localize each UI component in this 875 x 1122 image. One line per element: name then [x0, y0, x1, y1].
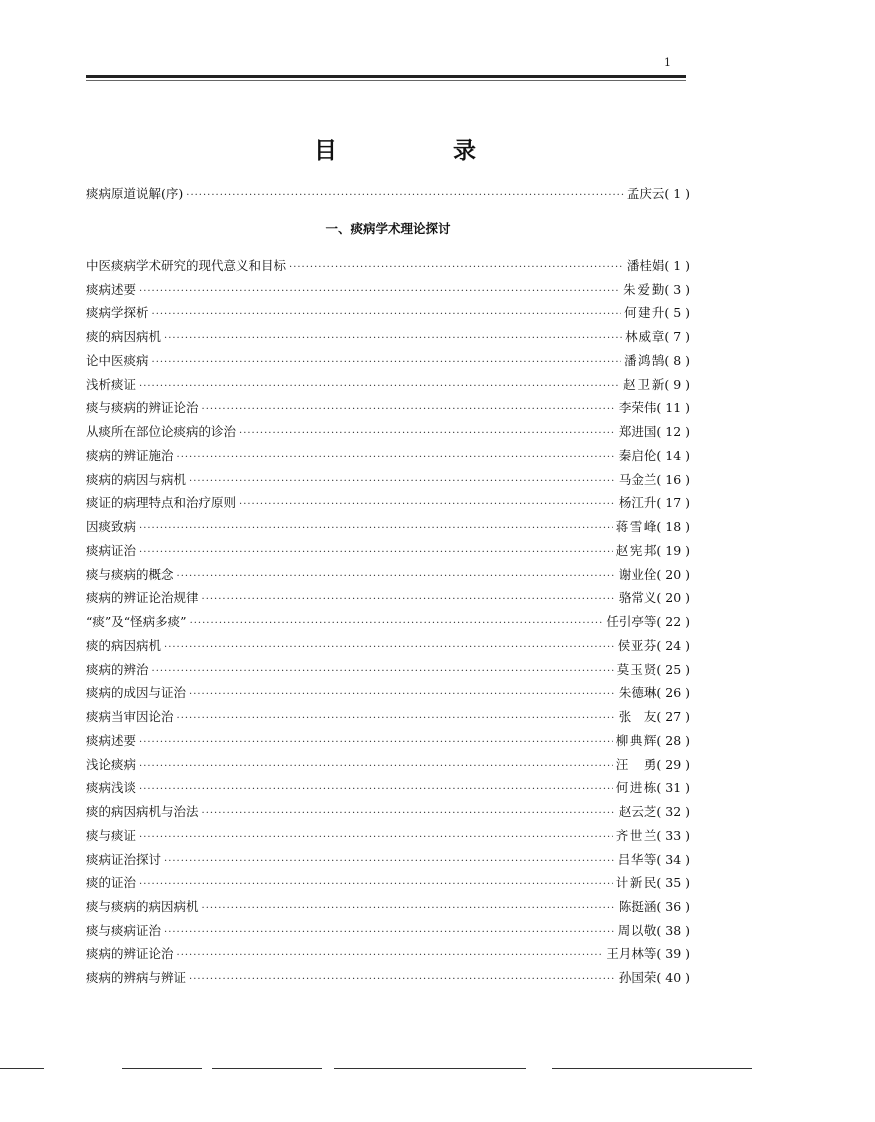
toc-entry[interactable] [86, 660, 690, 680]
toc-entry-author: 朱德琳 [618, 685, 657, 701]
toc-entry-page: ( 24 ) [656, 637, 690, 653]
toc-entry-page: ( 26 ) [656, 685, 690, 701]
toc-entry-author: 孙国荣 [618, 970, 657, 986]
dot-leader [139, 733, 613, 753]
dot-leader [189, 685, 616, 705]
dot-leader [186, 186, 624, 206]
toc-entry-page: ( 27 ) [656, 709, 690, 725]
toc-entry-page: ( 22 ) [656, 614, 690, 630]
toc-entry-title: 痰病证治探讨 [86, 851, 162, 867]
toc-entry-page: ( 28 ) [656, 732, 690, 748]
toc-entry-page: ( 34 ) [656, 851, 690, 867]
toc-entry-page: ( 38 ) [656, 922, 690, 938]
toc-entry-author: 齐世兰 [615, 827, 657, 843]
toc-entry-title: 痰病的辨证施治 [86, 447, 174, 463]
toc-entry[interactable] [86, 826, 690, 846]
toc-entry-author: 李荣伟 [618, 400, 657, 416]
dot-leader [139, 282, 620, 302]
toc-entry[interactable] [86, 921, 690, 941]
dot-leader [202, 804, 616, 824]
toc-entry[interactable] [86, 280, 690, 300]
dot-leader [177, 709, 616, 729]
toc-entry[interactable] [86, 517, 690, 537]
dot-leader [202, 400, 616, 420]
dot-leader [289, 258, 624, 278]
footer-rule [122, 1068, 202, 1069]
toc-entry-author: 潘鸿鹄 [624, 352, 665, 368]
toc-entry-page: ( 31 ) [656, 780, 690, 796]
dot-leader [139, 780, 613, 800]
dot-leader [139, 519, 613, 539]
toc-entry-page: ( 12 ) [656, 424, 690, 440]
toc-entry-title: 痰的病因病机与治法 [86, 804, 199, 820]
toc-entry-author: 潘桂娟 [626, 258, 665, 273]
toc-entry-author: 赵云芝 [618, 804, 657, 820]
toc-entry-author: 秦启伦 [618, 447, 657, 463]
toc-entry[interactable] [86, 327, 690, 347]
dot-leader [164, 638, 615, 658]
toc-entry-page: ( 36 ) [656, 898, 690, 914]
toc-entry-title: 痰病的辨治 [86, 661, 149, 677]
dot-leader [139, 875, 613, 895]
toc-entry-title: 痰与痰病的概念 [86, 566, 174, 582]
toc-entry[interactable] [86, 470, 690, 490]
toc-entry-title: 痰病述要 [86, 281, 137, 297]
header-rule [86, 75, 686, 78]
toc-entry-title: “痰”及“怪病多痰” [86, 614, 187, 630]
toc-entry-page: ( 5 ) [664, 305, 690, 321]
toc-entry-page: ( 33 ) [656, 827, 690, 843]
toc-entry[interactable] [86, 375, 690, 395]
toc-entry-title: 浅论痰病 [86, 756, 137, 772]
toc-entry-author: 柳典辉 [615, 732, 657, 748]
toc-entry[interactable] [86, 850, 690, 870]
dot-leader [177, 567, 616, 587]
toc-entry-title: 论中医痰病 [86, 352, 149, 368]
dot-leader [139, 757, 613, 777]
toc-entry-author: 何进栋 [615, 780, 657, 796]
toc-entry-author: 周以敬 [617, 922, 657, 938]
dot-leader [239, 495, 616, 515]
toc-entry[interactable] [86, 351, 690, 371]
toc-entry-title: 痰病当审因论治 [86, 709, 174, 725]
toc-entry-page: ( 20 ) [656, 590, 690, 606]
toc-entry[interactable] [86, 493, 690, 513]
dot-leader [177, 448, 616, 468]
toc-entry-author: 张 友 [618, 709, 657, 725]
section-heading: 一、痰病学术理论探讨 [325, 221, 451, 236]
toc-entry-title: 痰病的病因与病机 [86, 471, 187, 487]
toc-entry-author: 赵卫新 [623, 376, 665, 392]
toc-entry-page: ( 3 ) [664, 281, 690, 297]
page-title: 目 录 [313, 138, 530, 164]
toc-entry-preface[interactable] [86, 184, 690, 204]
dot-leader [139, 377, 620, 397]
toc-entry-title: 痰病述要 [86, 732, 137, 748]
toc-entry-author: 骆常义 [618, 590, 657, 606]
dot-leader [152, 662, 614, 682]
toc-entry-author: 何建升 [624, 305, 665, 321]
toc-entry-author: 朱爱勤 [623, 281, 665, 297]
toc-entry[interactable] [86, 802, 690, 822]
toc-entry-title: 痰病的辨病与辨证 [86, 970, 187, 986]
dot-leader [152, 305, 622, 325]
dot-leader [164, 923, 615, 943]
toc-entry-page: ( 11 ) [656, 400, 690, 416]
toc-entry-author: 王月林等 [606, 946, 657, 962]
footer-rule [212, 1068, 322, 1069]
toc-entry[interactable] [86, 422, 690, 442]
toc-entry-author: 任引亭等 [606, 614, 657, 630]
toc-entry-title: 痰的证治 [86, 875, 137, 891]
toc-entry-author: 林威章 [625, 329, 665, 345]
toc-entry-page: ( 40 ) [656, 970, 690, 986]
toc-entry-title: 中医痰病学术研究的现代意义和目标 [86, 258, 287, 273]
toc-entry-title: 痰病浅谈 [86, 780, 137, 796]
toc-entry-page: ( 20 ) [656, 566, 690, 582]
toc-entry-author: 谢业佺 [618, 566, 657, 582]
toc-entry-author: 陈挺涵 [618, 898, 657, 914]
toc-entry-page: ( 14 ) [656, 447, 690, 463]
toc-entry[interactable] [86, 446, 690, 466]
toc-entry-title: 痰病证治 [86, 542, 137, 558]
header-rule-thin [86, 80, 686, 81]
dot-leader [177, 946, 604, 966]
footer-rule [334, 1068, 526, 1069]
toc-entry[interactable] [86, 398, 690, 418]
toc-entry[interactable] [86, 707, 690, 727]
toc-entry-author: 侯亚芬 [617, 637, 657, 653]
toc-entry-page: ( 29 ) [656, 756, 690, 772]
toc-entry[interactable] [86, 683, 690, 703]
toc-entry-author: 马金兰 [618, 471, 657, 487]
toc-entry-title: 痰与痰病的辨证论治 [86, 400, 199, 416]
toc-entry-title: 痰与痰病的病因病机 [86, 898, 199, 914]
toc-entry-page: ( 25 ) [656, 661, 690, 677]
footer-rule [0, 1068, 44, 1069]
toc-entry[interactable] [86, 968, 690, 988]
toc-entry[interactable] [86, 256, 690, 276]
dot-leader [202, 899, 616, 919]
toc-entry[interactable] [86, 612, 690, 632]
dot-leader [189, 472, 616, 492]
dot-leader [152, 353, 622, 373]
toc-entry-title: 因痰致病 [86, 519, 137, 535]
toc-entry-title: 痰病的辨证论治 [86, 946, 174, 962]
toc-entry-page: ( 8 ) [664, 352, 690, 368]
toc-entry-title: 痰病学探析 [86, 305, 149, 321]
toc-entry[interactable] [86, 731, 690, 751]
dot-leader [189, 970, 616, 990]
toc-entry-title: 痰证的病理特点和治疗原则 [86, 495, 237, 511]
toc-entry-author: 赵宪邦 [615, 542, 657, 558]
toc-entry-page: ( 16 ) [656, 471, 690, 487]
toc-entry-title: 痰病的成因与证治 [86, 685, 187, 701]
toc-entry[interactable] [86, 588, 690, 608]
toc-entry-page: ( 1 ) [664, 258, 690, 273]
toc-entry-title: 浅析痰证 [86, 376, 137, 392]
toc-entry-author: 计新民 [615, 875, 657, 891]
toc-entry-author: 杨江升 [618, 495, 657, 511]
dot-leader [239, 424, 616, 444]
toc-entry-page: ( 1 ) [664, 186, 690, 201]
toc-entry-page: ( 7 ) [664, 329, 690, 345]
toc-entry-page: ( 9 ) [664, 376, 690, 392]
toc-entry-page: ( 35 ) [656, 875, 690, 891]
dot-leader [190, 614, 604, 634]
footer-rule [552, 1068, 752, 1069]
toc-entry-page: ( 19 ) [656, 542, 690, 558]
dot-leader [202, 590, 616, 610]
toc-entry-title: 痰的病因病机 [86, 637, 162, 653]
toc-entry-author: 孟庆云 [626, 186, 665, 201]
toc-entry-author: 莫玉贤 [616, 661, 657, 677]
toc-entry[interactable] [86, 873, 690, 893]
toc-entry-title: 痰与痰证 [86, 827, 137, 843]
toc-entry-author: 吕华等 [617, 851, 657, 867]
toc-entry-author: 汪 勇 [615, 756, 657, 772]
toc-entry[interactable] [86, 897, 690, 917]
toc-entry[interactable] [86, 541, 690, 561]
toc-entry[interactable] [86, 755, 690, 775]
toc-entry-page: ( 18 ) [656, 519, 690, 535]
toc-entry-title: 从痰所在部位论痰病的诊治 [86, 424, 237, 440]
toc-entry-author: 郑进国 [618, 424, 657, 440]
toc-entry-author: 蒋雪峰 [615, 519, 657, 535]
dot-leader [139, 543, 613, 563]
toc-entry-page: ( 17 ) [656, 495, 690, 511]
toc-entry[interactable] [86, 944, 690, 964]
dot-leader [164, 852, 615, 872]
toc-entry[interactable] [86, 636, 690, 656]
toc-entry-title: 痰病的辨证论治规律 [86, 590, 199, 606]
toc-entry-page: ( 32 ) [656, 804, 690, 820]
toc-entry[interactable] [86, 778, 690, 798]
toc-entry-title: 痰的病因病机 [86, 329, 162, 345]
page-number: 1 [664, 56, 671, 69]
toc-entry[interactable] [86, 303, 690, 323]
toc-entry-page: ( 39 ) [656, 946, 690, 962]
dot-leader [139, 828, 613, 848]
toc-entry-title: 痰与痰病证治 [86, 922, 162, 938]
toc-entry-title: 痰病原道说解(序) [86, 186, 184, 201]
dot-leader [164, 329, 622, 349]
toc-entry[interactable] [86, 565, 690, 585]
